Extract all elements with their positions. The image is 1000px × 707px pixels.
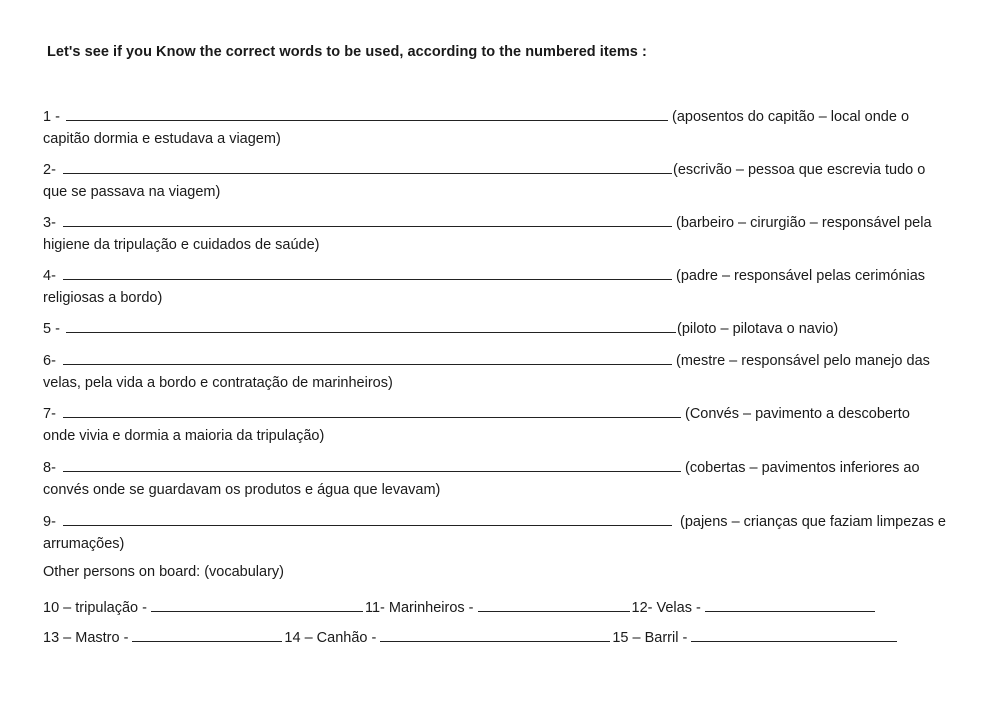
vocab-label: 10 – tripulação -	[43, 600, 147, 616]
vocab-label: 15 – Barril -	[612, 630, 688, 646]
item-hint: (padre – responsável pelas cerimónias	[676, 268, 926, 284]
item-hint-continued: religiosas a bordo)	[43, 290, 163, 306]
item-number: 2-	[43, 162, 56, 178]
answer-blank-7[interactable]	[63, 403, 681, 418]
item-hint-continued: que se passava na viagem)	[43, 184, 221, 200]
item-hint: (barbeiro – cirurgião – responsável pela	[676, 215, 932, 231]
item-number: 5 -	[43, 321, 60, 337]
item-hint-continued: capitão dormia e estudava a viagem)	[43, 131, 281, 147]
item-hint-continued: convés onde se guardavam os produtos e água que levavam)	[43, 482, 441, 498]
question-item-5	[43, 318, 968, 340]
question-item-9	[43, 511, 968, 555]
item-hint: (cobertas – pavimentos inferiores ao	[685, 460, 920, 476]
answer-blank-3[interactable]	[63, 212, 672, 227]
item-hint-continued: higiene da tripulação e cuidados de saúde)	[43, 237, 320, 253]
item-hint: (escrivão – pessoa que escrevia tudo o	[673, 162, 926, 178]
item-number: 6-	[43, 353, 56, 369]
vocab-label: 12- Velas -	[631, 600, 701, 616]
answer-blank-1[interactable]	[66, 106, 668, 121]
item-hint: (mestre – responsável pelo manejo das	[676, 353, 930, 369]
item-hint: (Convés – pavimento a descoberto	[685, 406, 910, 422]
question-item-7	[43, 403, 968, 447]
item-hint: (pajens – crianças que faziam limpezas e	[680, 514, 946, 530]
vocabulary-heading: Other persons on board: (vocabulary)	[43, 564, 284, 580]
item-hint: (aposentos do capitão – local onde o	[672, 109, 910, 125]
vocab-blank-11[interactable]	[478, 597, 630, 612]
vocab-blank-15[interactable]	[691, 627, 897, 642]
answer-blank-2[interactable]	[63, 159, 672, 174]
answer-blank-9[interactable]	[63, 511, 672, 526]
item-number: 3-	[43, 215, 56, 231]
item-number: 9-	[43, 514, 56, 530]
item-number: 4-	[43, 268, 56, 284]
vocab-label: 14 – Canhão -	[284, 630, 377, 646]
answer-blank-5[interactable]	[66, 318, 676, 333]
vocabulary-row	[43, 597, 877, 616]
worksheet-title: Let's see if you Know the correct words to be used, according to the numbered items :	[47, 44, 647, 60]
vocab-blank-10[interactable]	[151, 597, 363, 612]
vocab-blank-12[interactable]	[705, 597, 875, 612]
item-hint-continued: onde vivia e dormia a maioria da tripulação)	[43, 428, 325, 444]
question-item-1	[43, 106, 968, 150]
item-number: 1 -	[43, 109, 60, 125]
answer-blank-4[interactable]	[63, 265, 672, 280]
question-item-6	[43, 350, 968, 394]
answer-blank-8[interactable]	[63, 457, 681, 472]
answer-blank-6[interactable]	[63, 350, 672, 365]
item-hint-continued: velas, pela vida a bordo e contratação de marinheiros)	[43, 375, 393, 391]
vocab-blank-13[interactable]	[132, 627, 282, 642]
question-item-4	[43, 265, 968, 309]
vocab-label: 11- Marinheiros -	[364, 600, 474, 616]
item-hint-continued: arrumações)	[43, 536, 125, 552]
vocab-label: 13 – Mastro -	[43, 630, 129, 646]
question-item-3	[43, 212, 968, 256]
question-item-2	[43, 159, 968, 203]
item-number: 8-	[43, 460, 56, 476]
item-number: 7-	[43, 406, 56, 422]
question-item-8	[43, 457, 968, 501]
vocab-blank-14[interactable]	[380, 627, 610, 642]
item-hint: (piloto – pilotava o navio)	[677, 321, 839, 337]
vocabulary-row	[43, 627, 899, 646]
